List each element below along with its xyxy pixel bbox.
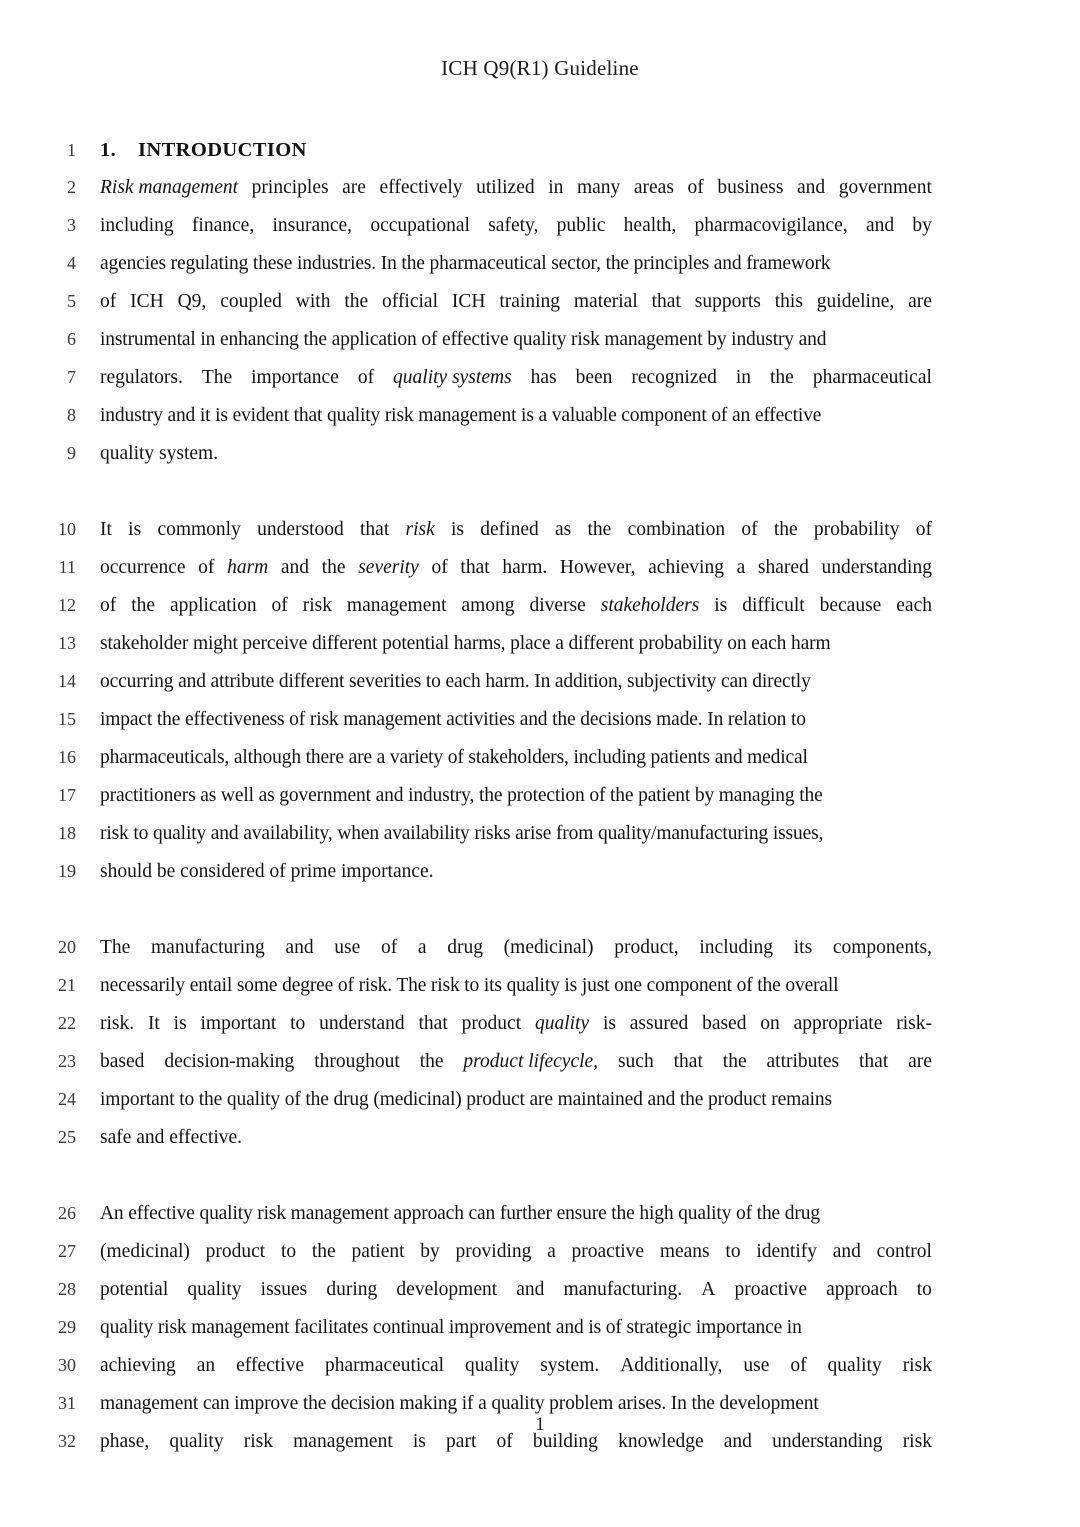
line-number: 19 <box>58 861 76 881</box>
line-row <box>0 169 1080 207</box>
line-text: stakeholder might perceive different potential harms, place a different probability on each harm <box>100 633 831 654</box>
paragraph-1 <box>0 169 1080 473</box>
line-text: The manufacturing and use of a drug (medicinal) product, including its components, <box>100 937 932 958</box>
section-heading-number: 1. <box>100 139 117 161</box>
line-text: quality system. <box>100 443 219 464</box>
line-text: (medicinal) product to the patient by providing a proactive means to identify and control <box>100 1241 932 1262</box>
line-text: management can improve the decision making if a quality problem arises. In the development <box>100 1393 819 1414</box>
line-row <box>0 587 1080 625</box>
line-row <box>0 1271 1080 1309</box>
paragraph-gap <box>0 1157 1080 1195</box>
paragraph-2 <box>0 511 1080 891</box>
line-text: regulators. The importance of quality systems has been recognized in the pharmaceutical <box>100 367 932 388</box>
line-row <box>0 853 1080 891</box>
line-text: risk. It is important to understand that product quality is assured based on appropriate risk- <box>100 1013 932 1034</box>
line-number: 17 <box>58 785 76 805</box>
line-number: 30 <box>58 1355 76 1375</box>
line-text: of the application of risk management among diverse stakeholders is difficult because each <box>100 595 932 616</box>
line-text: It is commonly understood that risk is defined as the combination of the probability of <box>100 519 932 540</box>
line-number: 12 <box>58 595 76 615</box>
line-row <box>0 1005 1080 1043</box>
line-row <box>0 207 1080 245</box>
line-row <box>0 1309 1080 1347</box>
line-text: important to the quality of the drug (medicinal) product are maintained and the product remains <box>100 1089 832 1110</box>
paragraph-3 <box>0 929 1080 1157</box>
line-number: 29 <box>58 1317 76 1337</box>
line-number: 31 <box>58 1393 76 1413</box>
line-row <box>0 435 1080 473</box>
line-row <box>0 967 1080 1005</box>
line-row <box>0 245 1080 283</box>
line-number: 21 <box>58 975 76 995</box>
line-number: 18 <box>58 823 76 843</box>
line-text: agencies regulating these industries. In the pharmaceutical sector, the principles and framework <box>100 253 831 274</box>
line-text: impact the effectiveness of risk management activities and the decisions made. In relation to <box>100 709 806 730</box>
line-number: 14 <box>58 671 76 691</box>
line-number: 6 <box>67 329 76 349</box>
line-row <box>0 1347 1080 1385</box>
line-text: occurring and attribute different severities to each harm. In addition, subjectivity can directly <box>100 671 811 692</box>
line-number: 22 <box>58 1013 76 1033</box>
line-number: 8 <box>67 405 76 425</box>
line-row <box>0 359 1080 397</box>
line-row <box>0 1081 1080 1119</box>
line-row <box>0 701 1080 739</box>
section-heading <box>100 131 932 169</box>
line-number: 24 <box>58 1089 76 1109</box>
line-text: quality risk management facilitates continual improvement and is of strategic importance in <box>100 1317 802 1338</box>
paragraph-gap <box>0 473 1080 511</box>
line-row <box>0 549 1080 587</box>
line-row <box>0 1233 1080 1271</box>
line-text: instrumental in enhancing the application of effective quality risk management by industry and <box>100 329 827 350</box>
line-row <box>0 511 1080 549</box>
line-row <box>0 1119 1080 1157</box>
running-header: ICH Q9(R1) Guideline <box>441 56 639 80</box>
line-row <box>0 815 1080 853</box>
line-number: 32 <box>58 1431 76 1451</box>
line-number: 23 <box>58 1051 76 1071</box>
line-number: 2 <box>67 177 76 197</box>
line-number: 4 <box>67 253 76 273</box>
line-number: 1 <box>67 140 76 160</box>
line-number: 27 <box>58 1241 76 1261</box>
paragraph-gap <box>0 891 1080 929</box>
line-text: of ICH Q9, coupled with the official ICH training material that supports this guideline, are <box>100 291 932 312</box>
line-text: pharmaceuticals, although there are a variety of stakeholders, including patients and medical <box>100 747 808 768</box>
line-row <box>0 1195 1080 1233</box>
line-text: Risk management principles are effectively utilized in many areas of business and government <box>100 177 932 198</box>
line-text: safe and effective. <box>100 1127 243 1148</box>
line-number: 15 <box>58 709 76 729</box>
line-number: 20 <box>58 937 76 957</box>
line-row <box>0 663 1080 701</box>
line-text: based decision-making throughout the product lifecycle, such that the attributes that are <box>100 1051 932 1072</box>
line-number: 26 <box>58 1203 76 1223</box>
page-number: 1 <box>535 1414 545 1435</box>
line-text: practitioners as well as government and industry, the protection of the patient by managing the <box>100 785 823 806</box>
line-text: An effective quality risk management approach can further ensure the high quality of the drug <box>100 1203 820 1224</box>
line-text: including finance, insurance, occupational safety, public health, pharmacovigilance, and by <box>100 215 932 236</box>
line-text: should be considered of prime importance. <box>100 861 434 882</box>
line-number: 11 <box>58 557 76 577</box>
line-row <box>0 929 1080 967</box>
line-row <box>0 625 1080 663</box>
line-row <box>0 1043 1080 1081</box>
line-text: occurrence of harm and the severity of that harm. However, achieving a shared understanding <box>100 557 932 578</box>
line-number: 28 <box>58 1279 76 1299</box>
line-text: potential quality issues during development and manufacturing. A proactive approach to <box>100 1279 932 1300</box>
line-row <box>0 739 1080 777</box>
line-text: industry and it is evident that quality risk management is a valuable component of an effective <box>100 405 822 426</box>
line-number: 5 <box>67 291 76 311</box>
line-text: achieving an effective pharmaceutical quality system. Additionally, use of quality risk <box>100 1355 932 1376</box>
line-number: 16 <box>58 747 76 767</box>
line-number: 9 <box>67 443 76 463</box>
line-row <box>0 397 1080 435</box>
line-text: risk to quality and availability, when availability risks arise from quality/manufacturing issues, <box>100 823 824 844</box>
line-row <box>0 321 1080 359</box>
line-number: 10 <box>58 519 76 539</box>
line-text: phase, quality risk management is part of building knowledge and understanding risk <box>100 1431 932 1452</box>
line-number: 3 <box>67 215 76 235</box>
line-row <box>0 283 1080 321</box>
document-body <box>0 131 1080 1461</box>
line-row <box>0 777 1080 815</box>
line-row <box>0 131 1080 169</box>
line-number: 13 <box>58 633 76 653</box>
line-text: necessarily entail some degree of risk. The risk to its quality is just one component of the overall <box>100 975 839 996</box>
line-number: 25 <box>58 1127 76 1147</box>
section-heading-title: INTRODUCTION <box>138 139 307 161</box>
line-number: 7 <box>67 367 76 387</box>
